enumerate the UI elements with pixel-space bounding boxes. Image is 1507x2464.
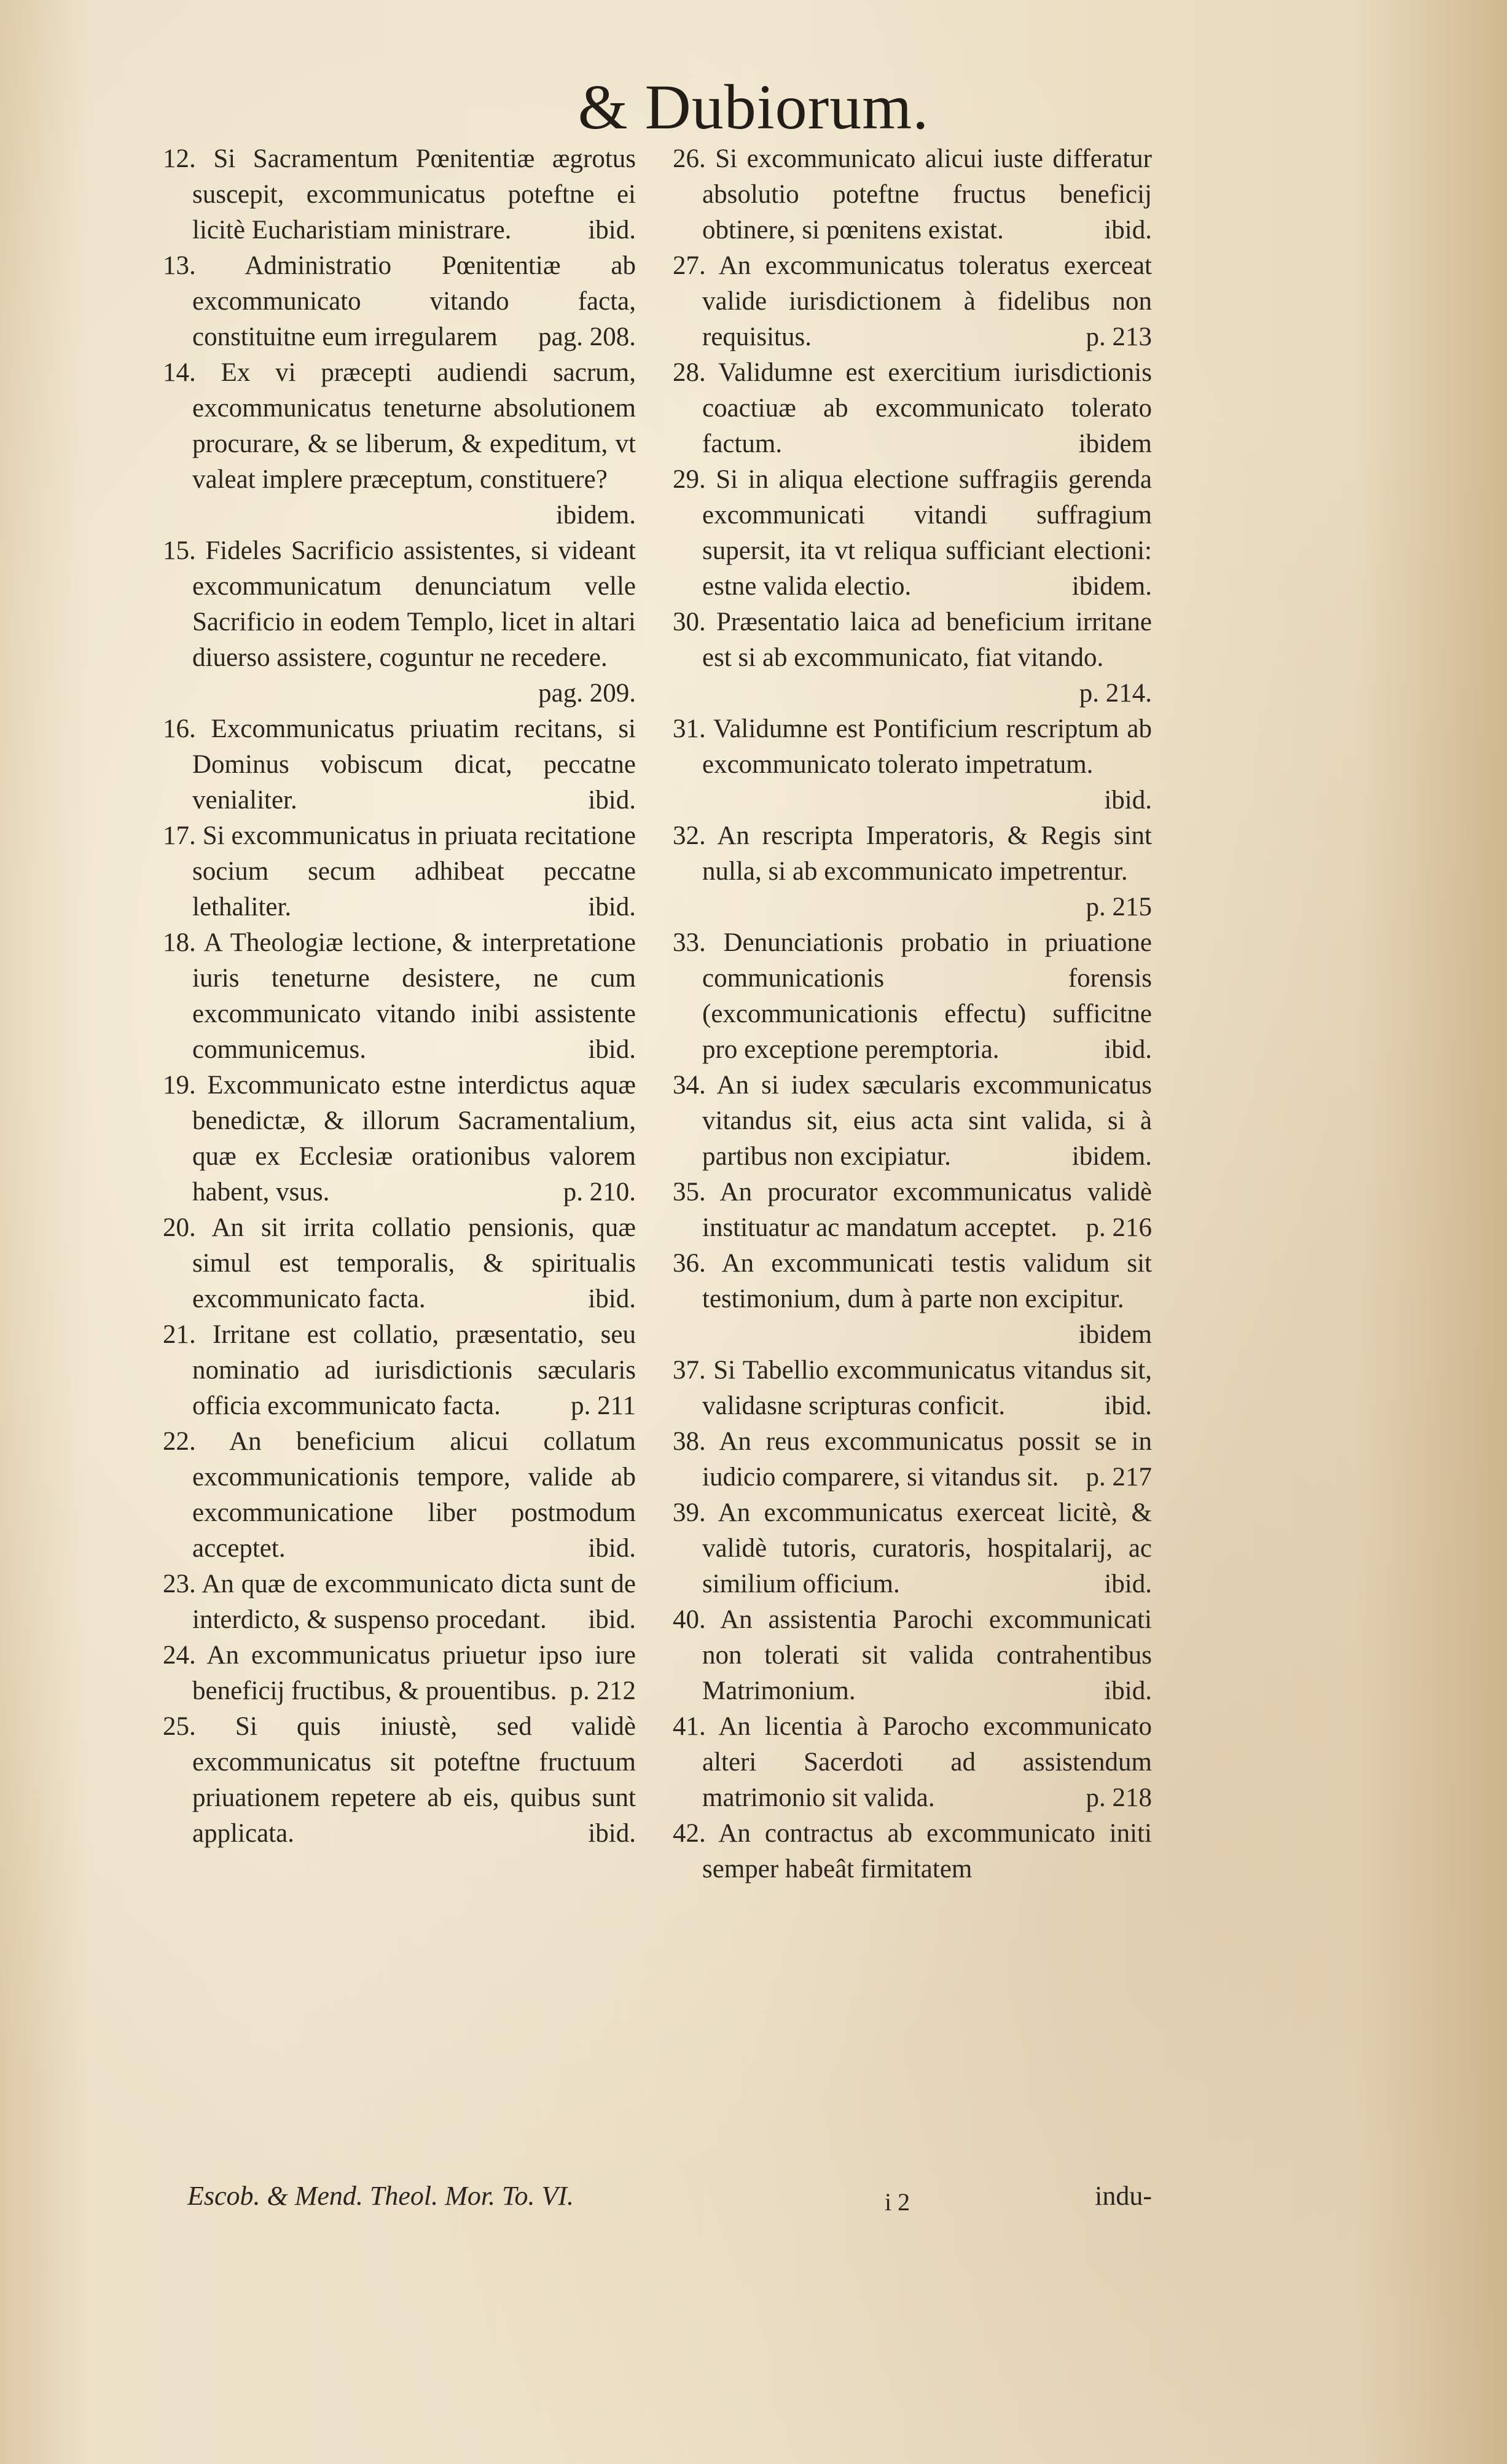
entry-text: 29. Si in aliqua electione suffragiis gerenda excommunicati vitandi suffragium supersit, ita vt reliqua sufficiant electioni: estne valida electio. bbox=[673, 465, 1152, 601]
index-entry bbox=[673, 818, 1152, 925]
page-reference: ibid. bbox=[588, 786, 636, 815]
index-entry bbox=[673, 711, 1152, 818]
page-reference: ibidem. bbox=[1071, 1142, 1152, 1171]
index-entry bbox=[673, 1709, 1152, 1816]
entry-text: 41. An licentia à Parocho excommunicato alteri Sacerdoti ad assistendum matrimonio sit valida. bbox=[673, 1712, 1152, 1812]
entry-text: 18. A Theologiæ lectione, & interpretatione iuris teneturne desistere, ne cum excommunicato vitando inibi assistente communicemus. bbox=[163, 928, 636, 1064]
entry-text: 24. An excommunicatus priuetur ipso iure beneficij fructibus, & prouentibus. bbox=[163, 1641, 636, 1705]
page-reference: p. 218 bbox=[1086, 1783, 1152, 1812]
index-entry bbox=[163, 1210, 636, 1317]
page-reference: ibidem. bbox=[555, 501, 636, 530]
entry-text: 20. An sit irrita collatio pensionis, quæ simul est temporalis, & spiritualis excommunicato facta. bbox=[163, 1213, 636, 1313]
page-reference: ibid. bbox=[1104, 1676, 1152, 1705]
index-entry bbox=[673, 604, 1152, 711]
page-reference: ibid. bbox=[588, 893, 636, 921]
page-reference: ibid. bbox=[588, 216, 636, 244]
index-entry bbox=[673, 1068, 1152, 1175]
index-entry bbox=[673, 1424, 1152, 1495]
page-reference: p. 211 bbox=[571, 1391, 636, 1420]
entry-text: 33. Denunciationis probatio in priuatione communicationis forensis (excommunicationis effectu) sufficitne pro exceptione peremptoria. bbox=[673, 928, 1152, 1064]
entry-text: 12. Si Sacramentum Pœnitentiæ ægrotus suscepit, excommunicatus poteftne ei licitè Eucharistiam ministrare. bbox=[163, 144, 636, 244]
index-entry bbox=[163, 1566, 636, 1638]
page-reference: ibidem. bbox=[1071, 572, 1152, 601]
entry-text: 16. Excommunicatus priuatim recitans, si Dominus vobiscum dicat, peccatne venialiter. bbox=[163, 714, 636, 815]
index-entry bbox=[163, 1424, 636, 1566]
entry-text: 37. Si Tabellio excommunicatus vitandus sit, validasne scripturas conficit. bbox=[673, 1356, 1152, 1420]
page-reference: ibid. bbox=[1104, 786, 1152, 815]
signature-line: Escob. & Mend. Theol. Mor. To. VI. bbox=[187, 2181, 574, 2211]
entry-text: 31. Validumne est Pontificium rescriptum ab excommunicato tolerato impetratum. bbox=[673, 714, 1152, 779]
index-entry bbox=[163, 1638, 636, 1709]
index-entry bbox=[673, 925, 1152, 1068]
index-entry bbox=[673, 462, 1152, 604]
page-reference: p. 215 bbox=[1086, 893, 1152, 921]
page-reference: ibidem bbox=[1078, 1320, 1152, 1349]
entry-text: 19. Excommunicato estne interdictus aquæ benedictæ, & illorum Sacramentalium, quæ ex Ecclesiæ orationibus valorem habent, vsus. bbox=[163, 1071, 636, 1207]
page-reference: pag. 209. bbox=[538, 679, 636, 708]
page-reference: p. 217 bbox=[1086, 1463, 1152, 1492]
page-reference: p. 214. bbox=[1079, 679, 1152, 708]
entry-text: 14. Ex vi præcepti audiendi sacrum, excommunicatus teneturne absolutionem procurare, & se liberum, & expeditum, vt valeat implere præceptum, constituere? bbox=[163, 358, 636, 494]
index-entry bbox=[673, 1495, 1152, 1602]
page-reference: p. 210. bbox=[563, 1178, 636, 1207]
entry-text: 15. Fideles Sacrificio assistentes, si videant excommunicatum denunciatum velle Sacrificio in eodem Templo, licet in altari diuerso assistere, coguntur ne recedere. bbox=[163, 536, 636, 672]
page-reference: ibid. bbox=[588, 1534, 636, 1563]
index-entry bbox=[673, 1816, 1152, 1887]
entry-text: 22. An beneficium alicui collatum excommunicationis tempore, valide ab excommunicatione liber postmodum acceptet. bbox=[163, 1427, 636, 1563]
index-entry bbox=[163, 1709, 636, 1852]
page-reference: ibid. bbox=[588, 1035, 636, 1064]
entry-text: 23. An quæ de excommunicato dicta sunt de interdicto, & suspenso procedant. bbox=[163, 1570, 636, 1634]
page-heading: & Dubiorum. bbox=[577, 72, 930, 143]
index-entry bbox=[673, 141, 1152, 248]
left-column bbox=[163, 141, 636, 1852]
index-entry bbox=[163, 1068, 636, 1210]
page-reference: ibid. bbox=[1104, 1035, 1152, 1064]
page-reference: ibid. bbox=[1104, 1391, 1152, 1420]
page-reference: p. 213 bbox=[1086, 323, 1152, 351]
page-reference: ibid. bbox=[588, 1285, 636, 1313]
entry-text: 13. Administratio Pœnitentiæ ab excommunicato vitando facta, constituitne eum irregularem bbox=[163, 251, 636, 351]
entry-text: 40. An assistentia Parochi excommunicati non tolerati sit valida contrahentibus Matrimonium. bbox=[673, 1605, 1152, 1705]
page-reference: p. 212 bbox=[570, 1676, 636, 1705]
entry-text: 38. An reus excommunicatus possit se in iudicio comparere, si vitandus sit. bbox=[673, 1427, 1152, 1492]
index-entry bbox=[163, 141, 636, 248]
entry-text: 28. Validumne est exercitium iurisdictionis coactiuæ ab excommunicato tolerato factum. bbox=[673, 358, 1152, 458]
entry-text: 27. An excommunicatus toleratus exerceat valide iurisdictionem à fidelibus non requisitus. bbox=[673, 251, 1152, 351]
index-entry bbox=[163, 1317, 636, 1424]
entry-text: 35. An procurator excommunicatus validè instituatur ac mandatum acceptet. bbox=[673, 1178, 1152, 1242]
page-reference: p. 216 bbox=[1086, 1213, 1152, 1242]
index-entry bbox=[163, 711, 636, 818]
entry-text: 21. Irritane est collatio, præsentatio, seu nominatio ad iurisdictionis sæcularis officia excommunicato facta. bbox=[163, 1320, 636, 1420]
index-entry bbox=[163, 818, 636, 925]
index-entry bbox=[163, 533, 636, 711]
page-reference: ibidem bbox=[1078, 429, 1152, 458]
index-entry bbox=[163, 248, 636, 355]
index-entry bbox=[163, 355, 636, 533]
catchword: indu- bbox=[1095, 2181, 1152, 2211]
signature-mark: i 2 bbox=[885, 2188, 910, 2216]
entry-text: 39. An excommunicatus exerceat licitè, & validè tutoris, curatoris, hospitalarij, ac similium officium. bbox=[673, 1498, 1152, 1598]
page-reference: ibid. bbox=[1104, 1570, 1152, 1598]
page-reference: pag. 208. bbox=[538, 323, 636, 351]
entry-text: 42. An contractus ab excommunicato initi semper habeât firmitatem bbox=[673, 1819, 1152, 1883]
index-entry bbox=[673, 248, 1152, 355]
index-entry bbox=[673, 1246, 1152, 1353]
entry-text: 17. Si excommunicatus in priuata recitatione socium secum adhibeat peccatne lethaliter. bbox=[163, 821, 636, 921]
entry-text: 32. An rescripta Imperatoris, & Regis sint nulla, si ab excommunicato impetrentur. bbox=[673, 821, 1152, 886]
entry-text: 36. An excommunicati testis validum sit testimonium, dum à parte non excipitur. bbox=[673, 1249, 1152, 1313]
entry-text: 25. Si quis iniustè, sed validè excommunicatus sit poteftne fructuum priuationem repetere ab eis, quibus sunt applicata. bbox=[163, 1712, 636, 1848]
page-reference: ibid. bbox=[1104, 216, 1152, 244]
right-column bbox=[673, 141, 1152, 1887]
index-entry bbox=[673, 355, 1152, 462]
entry-text: 34. An si iudex sæcularis excommunicatus vitandus sit, eius acta sint valida, si à partibus non excipiatur. bbox=[673, 1071, 1152, 1171]
index-entry bbox=[673, 1602, 1152, 1709]
page-reference: ibid. bbox=[588, 1819, 636, 1848]
page-reference: ibid. bbox=[588, 1605, 636, 1634]
entry-text: 26. Si excommunicato alicui iuste differatur absolutio poteftne fructus beneficij obtinere, si pœnitens existat. bbox=[673, 144, 1152, 244]
index-entry bbox=[163, 925, 636, 1068]
entry-text: 30. Præsentatio laica ad beneficium irritane est si ab excommunicato, fiat vitando. bbox=[673, 608, 1152, 672]
index-entry bbox=[673, 1175, 1152, 1246]
index-entry bbox=[673, 1353, 1152, 1424]
